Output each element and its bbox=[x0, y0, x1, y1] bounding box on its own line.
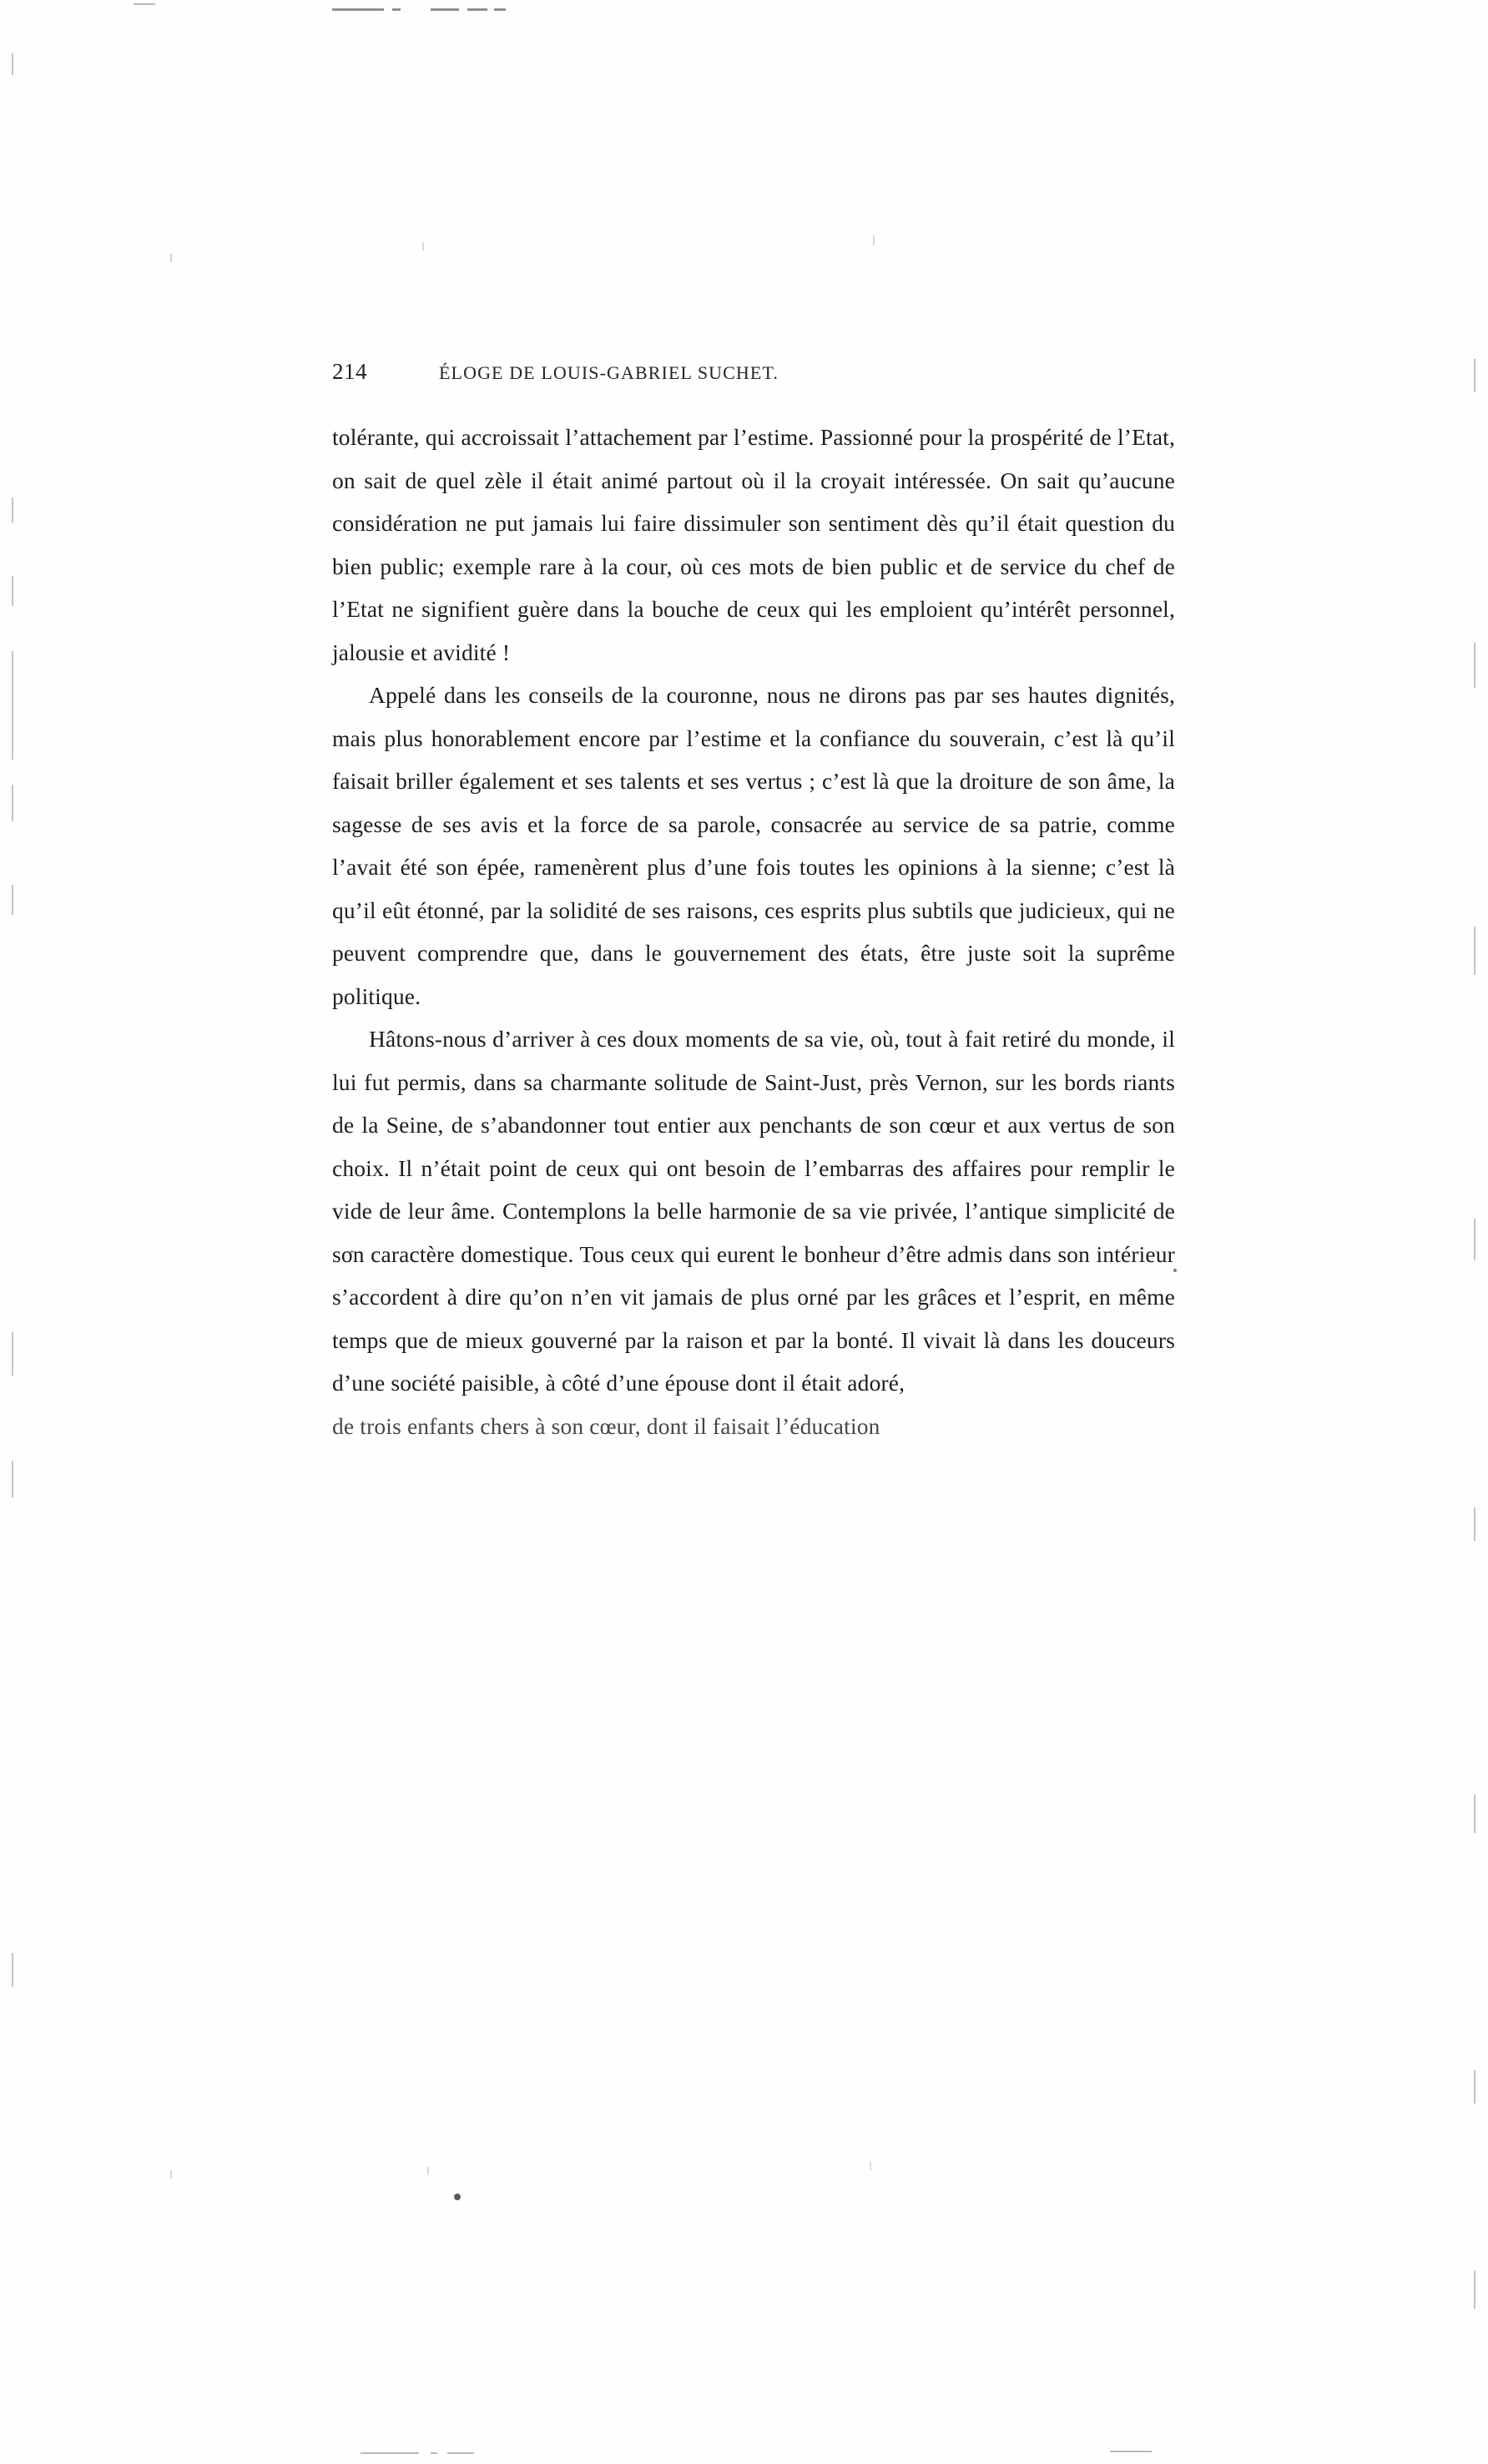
scan-artifact-top-dash bbox=[431, 8, 459, 11]
scan-artifact-tick bbox=[870, 2162, 871, 2170]
scan-artifact-top-dash bbox=[467, 8, 487, 11]
scan-artifact-left-tick bbox=[12, 785, 13, 821]
scan-artifact-right-tick bbox=[1474, 2270, 1475, 2309]
paragraph: tolérante, qui accroissait l’attachement par l’estime. Passionné pour la prospérité de l’Etat, on sait de quel zèle il était animé partout où il la croyait intéressée. On sait qu’aucune considération ne put jamais lui faire dissimuler son sentiment dès qu’il était question du bien public; exemple rare à la cour, où ces mots de bien public et de service du chef de l’Etat ne signifient guère dans la bouche de ceux qui les emploient qu’intérêt personnel, jalousie et avidité ! bbox=[332, 424, 1175, 665]
scan-artifact-right-tick bbox=[1474, 2070, 1475, 2103]
scan-artifact-left-tick bbox=[12, 497, 13, 523]
folio-number: 214 bbox=[332, 359, 367, 384]
scan-artifact-tick bbox=[427, 2167, 429, 2175]
scan-artifact-bottom-dash bbox=[431, 2452, 437, 2454]
scan-artifact-top-dash bbox=[494, 8, 506, 11]
scan-artifact-right-tick bbox=[1474, 643, 1475, 688]
scan-artifact-right-tick bbox=[1474, 927, 1475, 975]
scan-artifact-bottom-dash bbox=[361, 2452, 419, 2454]
scan-artifact-left-tick bbox=[12, 53, 13, 75]
scan-artifact-left-tick bbox=[12, 1332, 13, 1376]
scan-artifact-top-dash bbox=[332, 8, 384, 11]
scan-artifact-bottom-dash bbox=[447, 2452, 474, 2454]
page-text-block bbox=[332, 359, 1175, 1447]
scan-artifact-left-tick bbox=[12, 1953, 13, 1987]
scan-artifact-tick bbox=[873, 235, 875, 245]
scan-artifact-left-tick bbox=[12, 1461, 13, 1497]
paragraph: Hâtons-nous d’arriver à ces doux moments de sa vie, où, tout à fait retiré du monde, il lui fut permis, dans sa charmante solitude de Saint-Just, près Vernon, sur les bords riants de la Seine, de s’abandonner tout entier aux penchants de son cœur et aux vertus de son choix. Il n’était point de ceux qui ont besoin de l’embarras des affaires pour remplir le vide de leur âme. Contemplons la belle harmonie de sa vie privée, l’antique simplicité de son caractère domestique. Tous ceux qui eurent le bonheur d’être admis dans son intérieur s’accordent à dire qu’on n’en vit jamais de plus orné par les grâces et l’esprit, en même temps que de mieux gouverné par la raison et par la bonté. Il vivait là dans les douceurs d’une société paisible, à côté d’une épouse dont il était adoré, bbox=[332, 1026, 1175, 1396]
scan-artifact-top-dash bbox=[392, 8, 401, 11]
scan-artifact-bottom-dash bbox=[1110, 2451, 1152, 2452]
scan-artifact-top-dash bbox=[134, 3, 155, 5]
paragraph-continuation: de trois enfants chers à son cœur, dont il faisait l’éducation bbox=[332, 1412, 880, 1439]
scan-artifact-left-tick bbox=[12, 576, 13, 606]
scan-artifact-left-tick bbox=[12, 885, 13, 915]
scan-artifact-right-tick bbox=[1474, 359, 1475, 392]
running-head-title: ÉLOGE DE LOUIS-GABRIEL SUCHET. bbox=[439, 362, 779, 383]
running-head bbox=[332, 359, 1175, 384]
scan-artifact-right-tick bbox=[1474, 1795, 1475, 1833]
scan-artifact-tick bbox=[170, 254, 172, 262]
scan-artifact-right-tick bbox=[1474, 1507, 1475, 1541]
scan-artifact-left-tick bbox=[12, 651, 13, 760]
paragraph: Appelé dans les conseils de la couronne, nous ne dirons pas par ses hautes dignités, mais plus honorablement encore par l’estime et la confiance du souverain, c’est là qu’il faisait briller également et ses talents et ses vertus ; c’est là que la droiture de son âme, la sagesse de ses avis et la force de sa parole, consacrée au service de sa patrie, comme l’avait été son épée, ramenèrent plus d’une fois toutes les opinions à la sienne; c’est là qu’il eût étonné, par la solidité de ses raisons, ces esprits plus subtils que judicieux, qui ne peuvent comprendre que, dans le gouvernement des états, être juste soit la suprême politique. bbox=[332, 682, 1175, 1009]
scan-artifact-right-tick bbox=[1474, 1219, 1475, 1260]
scan-artifact-tick bbox=[422, 242, 424, 250]
ink-speck bbox=[454, 2194, 461, 2200]
scan-artifact-tick bbox=[170, 2170, 172, 2179]
